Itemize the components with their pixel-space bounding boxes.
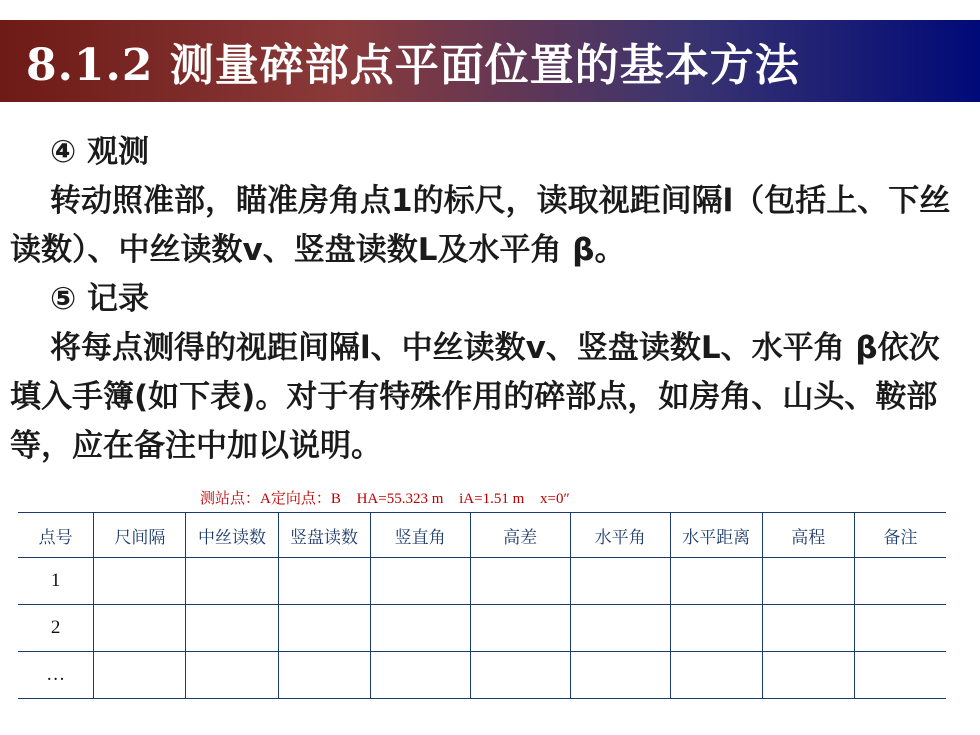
table-cell: [570, 605, 670, 652]
table-cell: [570, 652, 670, 699]
station-info: 测站点：A定向点：B: [200, 491, 341, 507]
table-cell: [670, 652, 762, 699]
table-cell: [854, 652, 946, 699]
table-row: [18, 605, 946, 652]
table-cell: [470, 652, 570, 699]
table-cell: [470, 605, 570, 652]
table-cell: [370, 652, 470, 699]
step-5-text: 将每点测得的视距间隔l、中丝读数v、竖盘读数L、水平角 β依次填入手簿(如下表)。对于有特殊作用的碎部点，如房角、山头、鞍部等，应在备注中加以说明。: [10, 330, 940, 464]
table-cell: [670, 558, 762, 605]
table-row: [18, 652, 946, 699]
step-4-text: 转动照准部，瞄准房角点1的标尺，读取视距间隔l（包括上、下丝读数）、中丝读数v、竖盘读数L及水平角 β。: [10, 183, 951, 268]
column-header: 水平角: [570, 513, 670, 558]
column-header: 竖盘读数: [278, 513, 370, 558]
table-caption: [200, 487, 860, 508]
table-cell: [186, 558, 278, 605]
point-number-cell: 1: [18, 558, 94, 605]
step-4-heading: ④ 观测: [50, 134, 150, 170]
table-cell: [670, 605, 762, 652]
column-header: 水平距离: [670, 513, 762, 558]
table-cell: [762, 558, 854, 605]
slide-title: 8.1.2 测量碎部点平面位置的基本方法: [26, 40, 800, 91]
table-cell: [94, 605, 186, 652]
table-cell: [762, 605, 854, 652]
table-cell: [854, 605, 946, 652]
point-number-cell: 2: [18, 605, 94, 652]
table-cell: [186, 652, 278, 699]
table-cell: [278, 558, 370, 605]
table-cell: [278, 652, 370, 699]
table-row: [18, 558, 946, 605]
table-cell: [762, 652, 854, 699]
column-header: 备注: [854, 513, 946, 558]
x-value: x=0″: [540, 491, 570, 507]
table-cell: [570, 558, 670, 605]
step-5-heading: ⑤ 记录: [50, 281, 150, 317]
table-cell: [370, 605, 470, 652]
column-header: 中丝读数: [186, 513, 278, 558]
column-header: 尺间隔: [94, 513, 186, 558]
column-header: 高程: [762, 513, 854, 558]
title-bar: [0, 20, 980, 102]
table-cell: [278, 605, 370, 652]
survey-record-table: [18, 512, 946, 699]
table-cell: [94, 652, 186, 699]
table-header-row: [18, 513, 946, 558]
ia-value: iA=1.51 m: [459, 491, 525, 507]
column-header: 高差: [470, 513, 570, 558]
column-header: 竖直角: [370, 513, 470, 558]
table-cell: [470, 558, 570, 605]
ha-value: HA=55.323 m: [356, 491, 444, 507]
table-cell: [94, 558, 186, 605]
table-cell: [854, 558, 946, 605]
column-header: 点号: [18, 513, 94, 558]
table-cell: [370, 558, 470, 605]
slide-content: [10, 128, 970, 471]
table-cell: [186, 605, 278, 652]
point-number-cell: …: [18, 652, 94, 699]
